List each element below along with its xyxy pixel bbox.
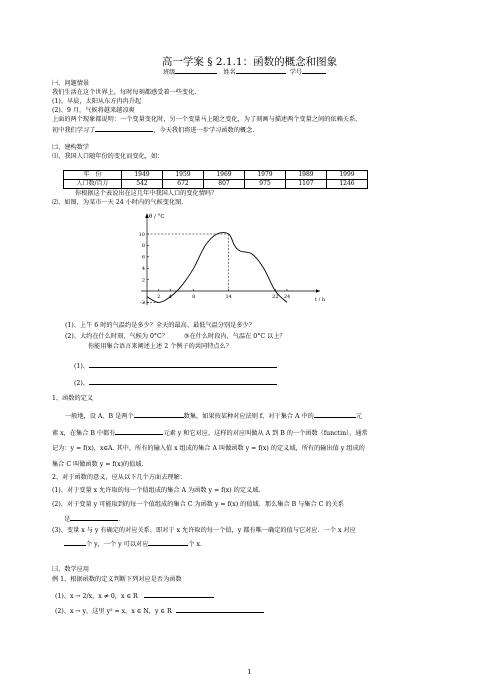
table-cell: 1107 [286, 180, 327, 189]
section-heading: ㈡、建构数学 [52, 144, 90, 151]
question: ⑴、我国人口随年份的变化而变化，如： [52, 153, 164, 160]
table-row [64, 171, 368, 180]
question: (1)、上午 6 时的气温约是多少？全天的最高、最低气温分别是多少？ [65, 322, 255, 329]
y-tick-label: 8 [141, 243, 145, 250]
x-tick-label: 24 [283, 294, 291, 300]
paragraph: 记为：y = f(x)，x∈A. 其中，所有的输入值 x 组成的集合 A 叫做函数 y = f(x) 的定义域，所有的输出值 y 组成的 [52, 445, 365, 452]
text-span: 个 y，一个 y 可以对应 [86, 541, 149, 548]
paragraph: (1)、早晨，太阳从东方冉冉升起 [52, 98, 142, 105]
header-fields [163, 67, 326, 77]
answer-blank[interactable] [115, 428, 163, 435]
table-cell: 1246 [327, 180, 368, 189]
text-span: 是 [64, 516, 71, 523]
paragraph: 上面的两个现象都说明：一个变量变化时，另一个变量马上随之变化，为了刻画与描述两个变量之间的依赖关系， [52, 116, 362, 123]
answer-blank[interactable] [64, 539, 86, 546]
text-span: 元素 y 和它对应，这样的对应叫做从 A 到 B 的一个函数（functin），通常 [163, 430, 368, 437]
population-table [63, 170, 368, 189]
y-tick-label: -2 [140, 300, 145, 307]
x-axis-label: t / h [315, 297, 326, 303]
question: ⑵、如图，为某市一天 24 小时内的气候变化图. [52, 199, 184, 206]
table-cell: 人口数/百万 [64, 180, 122, 189]
text-span: 元 [355, 413, 363, 420]
paragraph: (2)、9 月，气候将越来越凉爽 [52, 107, 135, 114]
text-span: ，今天我们将进一步学习函数的概念. [153, 127, 255, 134]
paragraph [52, 461, 144, 469]
table-cell: 975 [245, 180, 286, 189]
answer-blank[interactable] [70, 514, 118, 521]
text-span: 初中我们学习了 [52, 127, 96, 134]
table-cell: 1959 [163, 171, 204, 180]
answer-blank[interactable] [144, 591, 214, 598]
y-axis-label: θ / °C [149, 214, 165, 220]
answer-blank[interactable] [95, 125, 153, 132]
answer-line [74, 378, 277, 388]
section-heading: ㈠、问题情景 [52, 80, 90, 87]
table-cell: 1979 [245, 171, 286, 180]
id-label: 学号 [289, 69, 303, 76]
text-span: 的值域. [122, 461, 144, 468]
temperature-chart [125, 209, 335, 309]
section-heading: 2、对于函数的意义，应从以下几个方面去理解： [52, 474, 186, 481]
answer-blank[interactable] [176, 606, 264, 613]
x-tick-label: 14 [225, 294, 232, 300]
section-heading: 1、函数的定义 [52, 395, 94, 402]
page-number: 1 [247, 668, 252, 676]
question: 你能用集合语言来阐述上述 2 个例子的共同特点么？ [88, 343, 232, 350]
x-tick-label: 22 [272, 294, 279, 300]
answer-line [74, 361, 277, 371]
table-row [64, 180, 368, 189]
table-cell: 672 [163, 180, 204, 189]
class-label: 班级 [163, 69, 176, 76]
y-tick-label: 10 [138, 231, 145, 238]
text-span: ③在什么时段内，气温在 0°C 以上？ [183, 333, 286, 340]
paragraph: (3)、变量 x 与 y 有确定的对应关系，即对于 x 允许取的每一个值，y 都有唯一确定的值与它对应．一个 x 对应 [52, 527, 356, 534]
text-span: 个 x. [188, 541, 203, 548]
answer-blank[interactable] [134, 411, 184, 418]
text-span: (2)、x → y，这里 y² = x，x ∈ N，y ∈ R [55, 608, 172, 615]
table-cell: 年 份 [64, 171, 122, 180]
text-span: (1)、 [74, 363, 89, 370]
paragraph: 是 . [64, 516, 121, 523]
name-blank[interactable] [236, 67, 286, 74]
class-blank[interactable] [175, 67, 217, 74]
section-heading: ㈢、数学应用 [52, 566, 90, 573]
answer-blank[interactable] [89, 378, 277, 385]
text-span: (2)、 [74, 380, 89, 387]
paragraph [52, 125, 254, 135]
text-span: 素 x，在集合 B 中都有 [52, 430, 116, 437]
paragraph: (2)、对于变量 y 可能取到的每一个值组成的集合 C 为函数 y = f(x) 的值域．那么集合 B 与集合 C 的关系 [52, 501, 344, 508]
text-span: (1)、x → 2/x，x ≠ 0，x ∈ R [55, 593, 138, 600]
y-tick-label: 4 [141, 266, 145, 272]
question: 你根据这个表说出在这几年中我国人口的变化情吗？ [75, 190, 218, 197]
temperature-curve [147, 233, 287, 303]
table-cell: 1949 [122, 171, 163, 180]
example-item [55, 591, 214, 601]
paragraph [64, 539, 202, 549]
text-span: 一般地，设 A、B 是两个 [65, 413, 134, 420]
answer-blank[interactable] [89, 361, 277, 368]
table-cell: 1999 [327, 171, 368, 180]
table-cell: 542 [122, 180, 163, 189]
answer-blank[interactable] [314, 411, 356, 418]
text-span: (2)、大约在什么时刻，气候为 0°C？ [65, 333, 168, 340]
name-label: 姓名 [223, 69, 236, 76]
table-cell: 807 [204, 180, 245, 189]
x-axis-arrow [316, 289, 320, 293]
id-blank[interactable] [302, 67, 326, 74]
paragraph: (1)、对于变量 x 允许取的每一个值组成的集合 A 为函数 y = f(x) 的定义域. [52, 487, 261, 494]
x-tick-label: 4 [168, 294, 172, 300]
text-span: 集合 C 叫做函数 y = f(x) [52, 461, 123, 468]
x-tick-label: 8 [192, 294, 196, 300]
y-tick-label: 2 [141, 277, 145, 284]
example-title: 例 1、根据函数的定义判断下列对应是否为函数 [52, 576, 182, 583]
answer-blank[interactable] [148, 539, 188, 546]
example-item [55, 606, 264, 616]
table-cell: 1989 [286, 171, 327, 180]
paragraph [52, 428, 368, 438]
paragraph: 我们生活在这个世界上，每时每刻都感受着一些变化. [52, 89, 197, 96]
paragraph [65, 411, 362, 421]
y-tick-label: 6 [141, 254, 145, 261]
page-title: 高一学案 § 2.1.1：函数的概念和图象 [161, 56, 338, 68]
text-span: 数集，如果按某种对应法则 f，对于集合 A 中的 [183, 413, 314, 420]
x-tick-label: 2 [157, 294, 161, 300]
question [65, 333, 286, 341]
table-cell: 1969 [204, 171, 245, 180]
